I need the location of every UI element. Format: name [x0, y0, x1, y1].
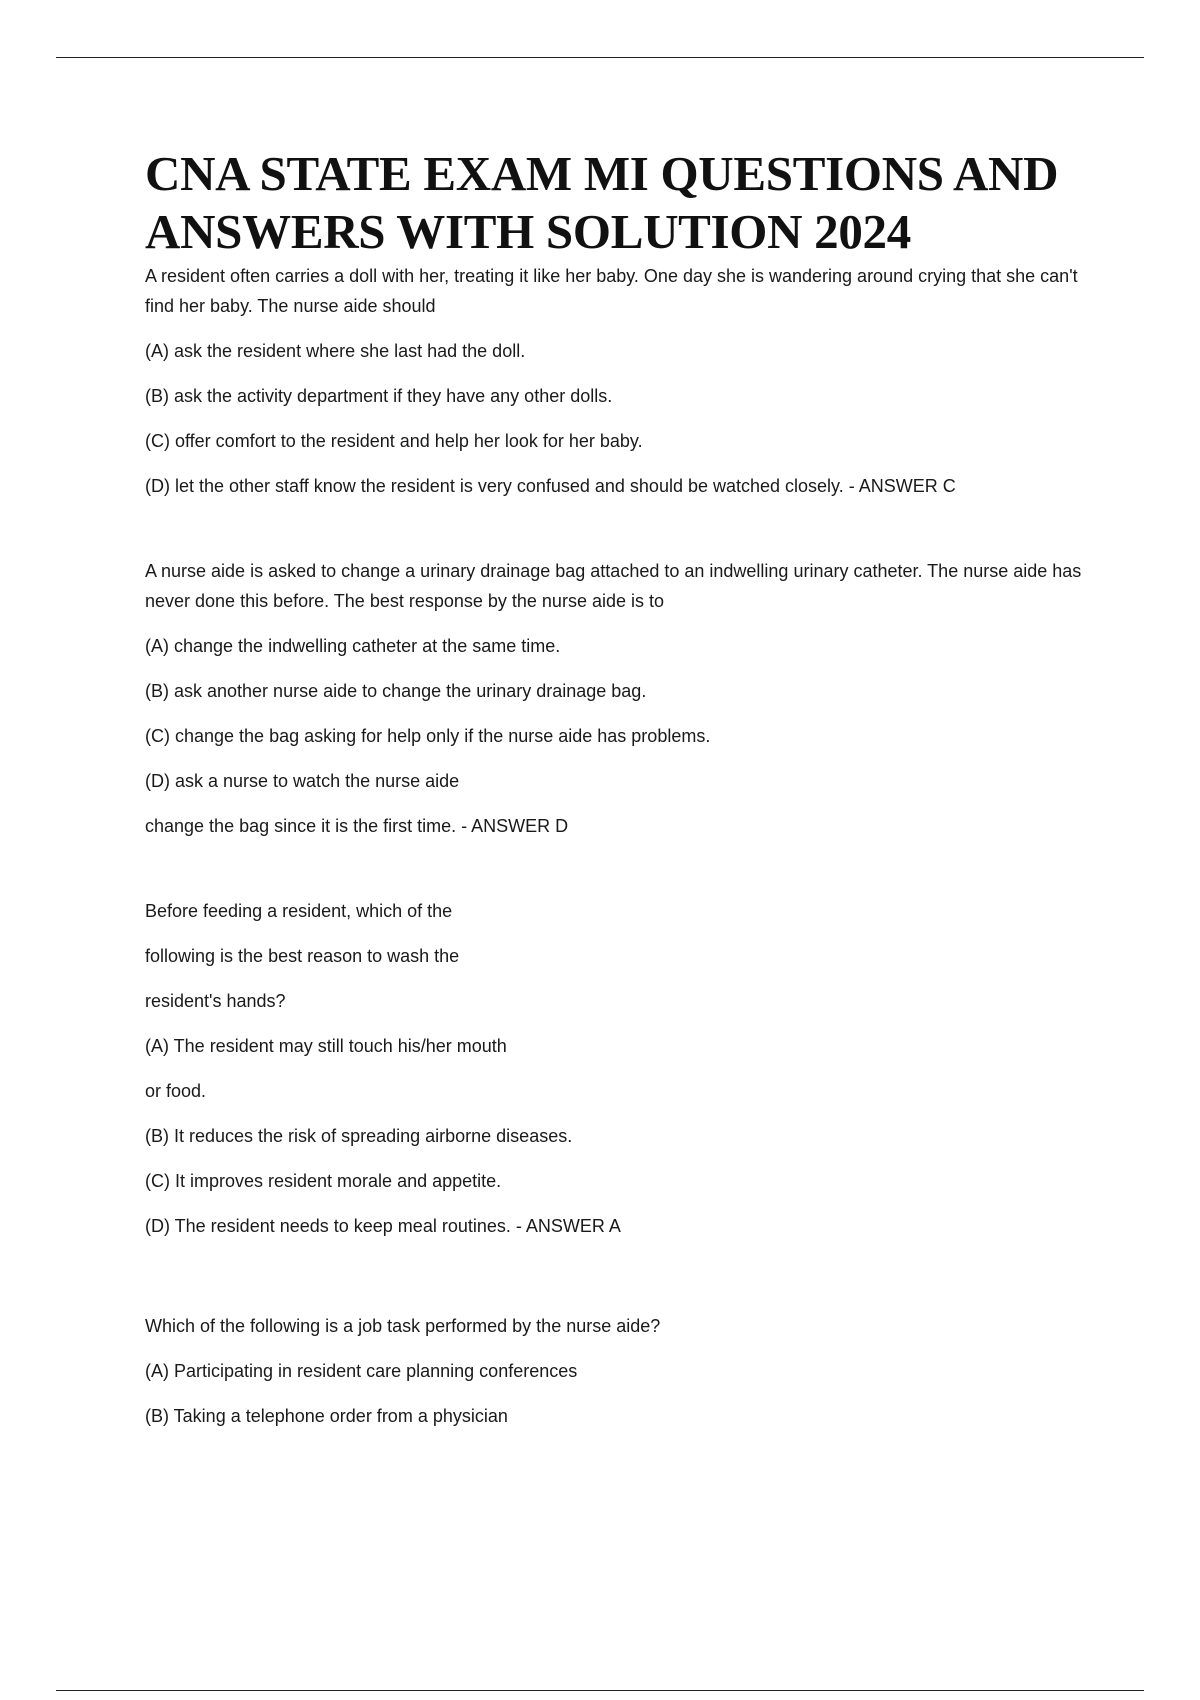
answer-option: (D) The resident needs to keep meal routines. - ANSWER A	[145, 1216, 621, 1236]
answer-option: (B) It reduces the risk of spreading airborne diseases.	[145, 1126, 573, 1146]
question-stem-continued: following is the best reason to wash the	[145, 946, 460, 966]
answer-option: change the bag since it is the first time. - ANSWER D	[145, 816, 569, 836]
answer-option: (B) ask another nurse aide to change the urinary drainage bag.	[145, 681, 647, 701]
question-stem: A nurse aide is asked to change a urinary drainage bag attached to an indwelling urinary catheter. The nurse aide has never done this before. The best response by the nurse aide is to	[145, 561, 1082, 611]
answer-option: (A) The resident may still touch his/her mouth	[145, 1036, 507, 1056]
question-stem-continued: resident's hands?	[145, 991, 286, 1011]
question-2	[145, 556, 1090, 841]
answer-option: (C) change the bag asking for help only if the nurse aide has problems.	[145, 726, 711, 746]
answer-option: (A) Participating in resident care planning conferences	[145, 1361, 578, 1381]
answer-option: or food.	[145, 1081, 207, 1101]
question-3	[145, 896, 1090, 1241]
answer-option: (C) offer comfort to the resident and help her look for her baby.	[145, 431, 643, 451]
answer-option: (D) let the other staff know the resident is very confused and should be watched closely. - ANSWER C	[145, 476, 956, 496]
bottom-rule	[56, 1690, 1144, 1691]
answer-option: (D) ask a nurse to watch the nurse aide	[145, 771, 460, 791]
question-4	[145, 1311, 1090, 1431]
answer-option: (C) It improves resident morale and appetite.	[145, 1171, 502, 1191]
question-stem: Which of the following is a job task performed by the nurse aide?	[145, 1316, 661, 1336]
answer-option: (A) ask the resident where she last had the doll.	[145, 341, 526, 361]
question-stem: Before feeding a resident, which of the	[145, 901, 453, 921]
answer-option: (A) change the indwelling catheter at the same time.	[145, 636, 561, 656]
answer-option: (B) ask the activity department if they have any other dolls.	[145, 386, 613, 406]
document-title: CNA STATE EXAM MI QUESTIONS AND ANSWERS WITH SOLUTION 2024	[145, 146, 1059, 259]
answer-option: (B) Taking a telephone order from a physician	[145, 1406, 508, 1426]
document-page	[145, 145, 1090, 1431]
question-stem: A resident often carries a doll with her, treating it like her baby. One day she is wandering around crying that she can't find her baby. The nurse aide should	[145, 266, 1078, 316]
question-1	[145, 261, 1090, 501]
top-rule	[56, 57, 1144, 58]
